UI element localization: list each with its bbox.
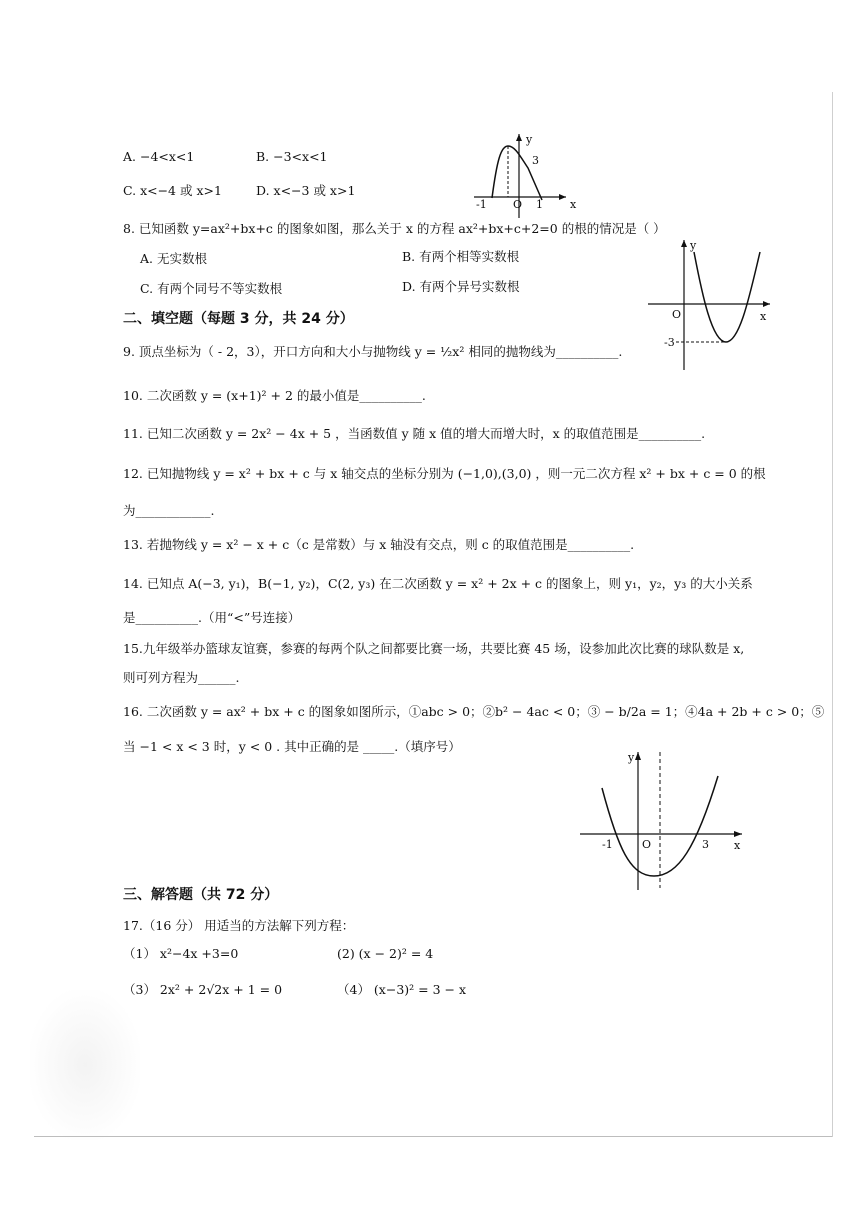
page-edge [832,92,833,1137]
y-axis-label: y [690,239,697,252]
y-axis-label: y [526,133,533,146]
y-axis-arrow [516,134,522,141]
q8-stem: 8. 已知函数 y=ax²+bx+c 的图象如图，那么关于 x 的方程 ax²+bx+c+2=0 的根的情况是（ ） [123,221,666,236]
page-edge [34,1136,832,1137]
parabola-curve [694,252,760,342]
root-label-three: 3 [702,838,709,851]
q17-part-3: （3） 2x² + 2√2x + 1 = 0 [123,982,283,997]
origin-label: O [672,308,682,321]
scan-smudge [30,990,140,1140]
x-axis-label: x [570,198,577,211]
q15-line-2: 则可列方程为______. [123,670,240,685]
q12-line-1: 12. 已知抛物线 y = x² + bx + c 与 x 轴交点的坐标分别为 (−1,0),(3,0) ，则一元二次方程 x² + bx + c = 0 的根 [123,466,766,481]
q14-line-2: 是__________.（用“<”号连接） [123,610,301,625]
q13: 13. 若抛物线 y = x² − x + c（c 是常数）与 x 轴没有交点，则 c 的取值范围是__________. [123,537,635,552]
origin-label: O [642,838,652,851]
q7-option-c: C. x<−4 或 x>1 [123,183,222,198]
q7-option-b: B. −3<x<1 [256,149,328,164]
q15-line-1: 15.九年级举办篮球友谊赛，参赛的每两个队之间都要比赛一场，共要比赛 45 场，设参加此次比赛的球队数是 x, [123,641,745,656]
q14-line-1: 14. 已知点 A(−3, y₁)，B(−1, y₂)，C(2, y₃) 在二次函数 y = x² + 2x + c 的图象上，则 y₁，y₂，y₃ 的大小关系 [123,576,753,591]
root-label-neg-one: -1 [602,838,613,851]
q8-parabola-graph [646,236,774,372]
q8-option-c: C. 有两个同号不等实数根 [140,281,283,296]
origin-label: O [513,198,523,211]
y-axis-arrow [681,240,687,247]
q10: 10. 二次函数 y = (x+1)² + 2 的最小值是__________. [123,388,426,403]
q16-line-2: 当 −1 < x < 3 时，y < 0 . 其中正确的是 _____.（填序号） [123,739,461,754]
section-2-title: 二、填空题（每题 3 分，共 24 分） [123,311,354,327]
q11: 11. 已知二次函数 y = 2x² − 4x + 5 ，当函数值 y 随 x 值的增大而增大时，x 的取值范围是__________. [123,426,706,441]
q7-option-d: D. x<−3 或 x>1 [256,183,356,198]
q7-parabola-graph [470,128,580,220]
y-axis-label: y [628,751,635,764]
q8-option-d: D. 有两个异号实数根 [402,279,520,294]
q12-line-2: 为____________. [123,503,215,518]
q16-line-1: 16. 二次函数 y = ax² + bx + c 的图象如图所示，①abc > 0；②b² − 4ac < 0；③ − b/2a = 1；④4a + 2b + c > 0；⑤ [123,704,825,719]
x-axis-arrow [559,194,566,200]
section-3-title: 三、解答题（共 72 分） [123,887,279,903]
q8-option-a: A. 无实数根 [140,251,207,266]
q17-stem: 17.（16 分） 用适当的方法解下列方程： [123,918,355,933]
x-axis-label: x [760,310,767,323]
q17-part-4: （4） (x−3)² = 3 − x [337,982,467,997]
y-intercept-label: 3 [532,154,539,167]
tick-label-one: 1 [536,198,543,211]
q7-option-a: A. −4<x<1 [123,149,195,164]
vertex-y-label: -3 [664,336,675,349]
tick-label-neg-one: -1 [476,198,487,211]
x-axis-label: x [734,839,741,852]
q8-option-b: B. 有两个相等实数根 [402,249,520,264]
q9: 9. 顶点坐标为（ - 2，3），开口方向和大小与抛物线 y = ½x² 相同的抛物线为__________. [123,344,623,359]
q16-parabola-graph [578,748,748,894]
q17-part-1: （1） x²−4x +3=0 [123,946,239,961]
y-axis-arrow [635,752,641,760]
x-axis-arrow [734,831,742,837]
q17-part-2: (2) (x − 2)² = 4 [337,946,434,961]
x-axis-arrow [763,301,770,307]
